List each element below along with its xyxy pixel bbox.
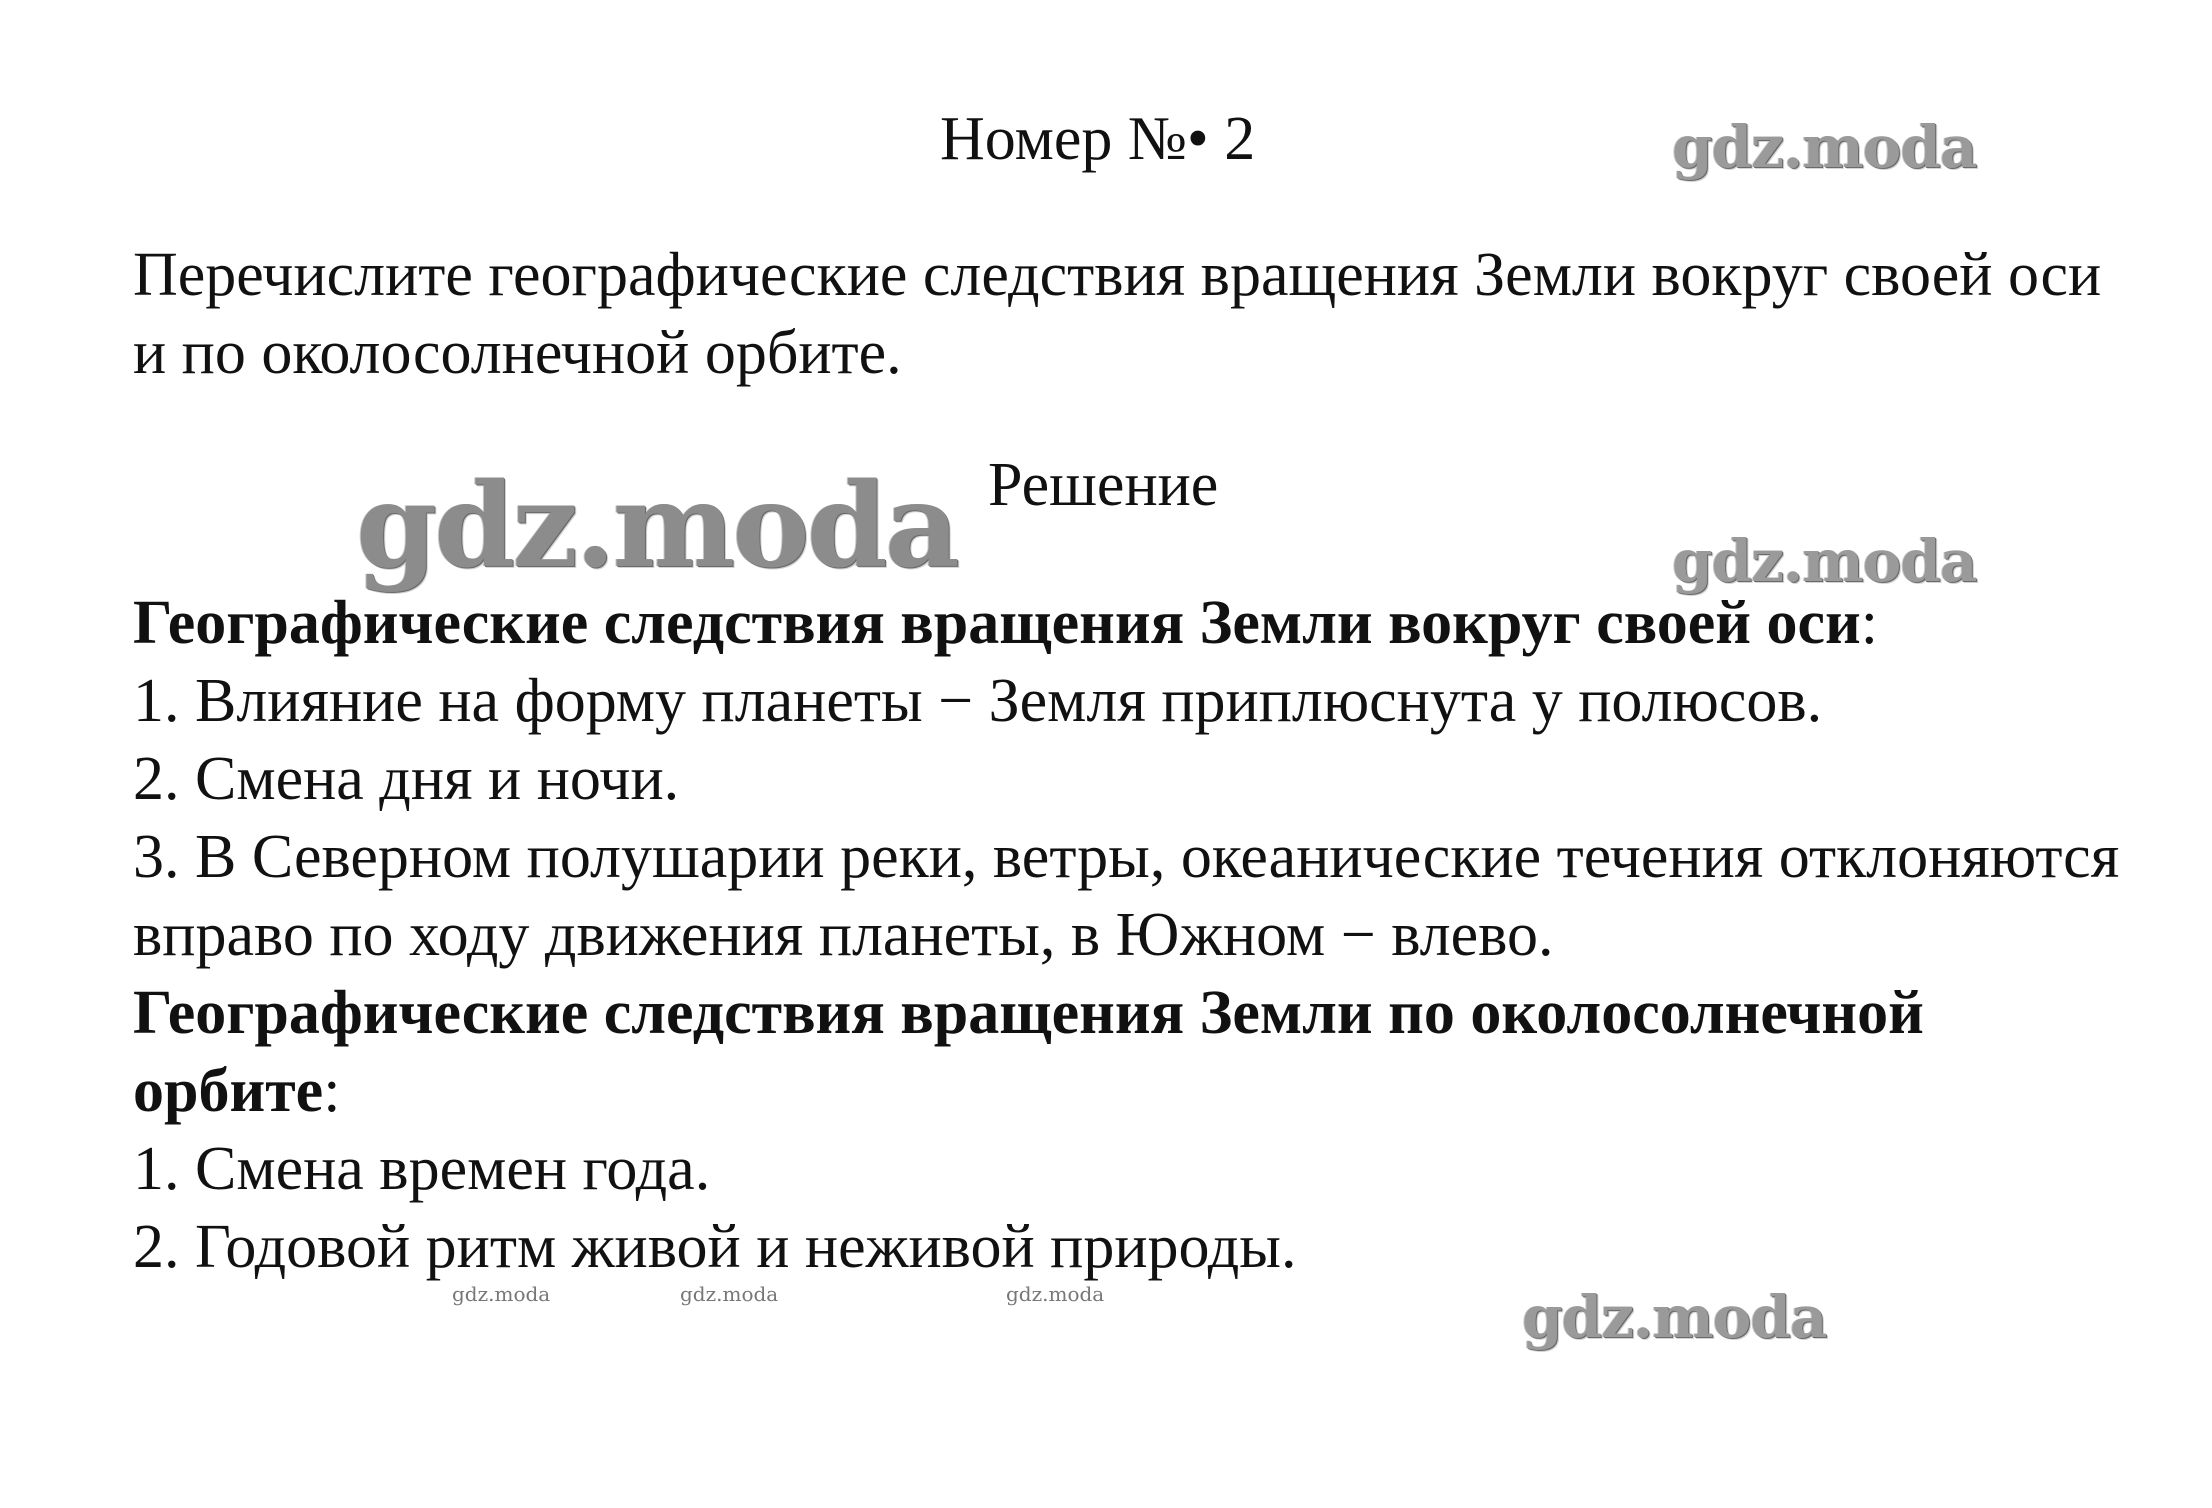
list-item: 2. Смена дня и ночи.	[133, 745, 680, 813]
section-heading-text: Географические следствия вращения Земли вокруг своей оси	[133, 589, 1861, 657]
list-item: 3. В Северном полушарии реки, ветры, океанические течения отклоняются вправо по ходу движения планеты, в Южном − влево.	[133, 823, 2120, 969]
list-item: 1. Смена времен года.	[133, 1135, 711, 1203]
section-heading-colon: :	[1860, 589, 1878, 657]
watermark-logo-large: gdz.moda	[356, 458, 957, 594]
page-title: Номер №• 2	[940, 105, 1256, 173]
watermark-small: gdz.moda	[1006, 1282, 1105, 1306]
watermark-logo: gdz.moda	[1672, 113, 1977, 181]
watermark-small: gdz.moda	[680, 1282, 779, 1306]
section-heading	[133, 584, 2133, 662]
solution-body	[133, 584, 2133, 1286]
watermark-logo: gdz.moda	[1672, 527, 1977, 595]
section-heading-colon: :	[323, 1057, 341, 1125]
section-heading	[133, 974, 2133, 1130]
list-item: 2. Годовой ритм живой и неживой природы.	[133, 1213, 1297, 1281]
list-item: 1. Влияние на форму планеты − Земля приплюснута у полюсов.	[133, 667, 1823, 735]
watermark-logo: gdz.moda	[1522, 1283, 1827, 1351]
section-heading-text: Географические следствия вращения Земли по околосолнечной орбите	[133, 979, 1924, 1125]
watermark-small: gdz.moda	[452, 1282, 551, 1306]
solution-label: Решение	[988, 451, 1219, 519]
question-text: Перечислите географические следствия вращения Земли вокруг своей оси и по околосолнечной орбите.	[133, 241, 2102, 387]
